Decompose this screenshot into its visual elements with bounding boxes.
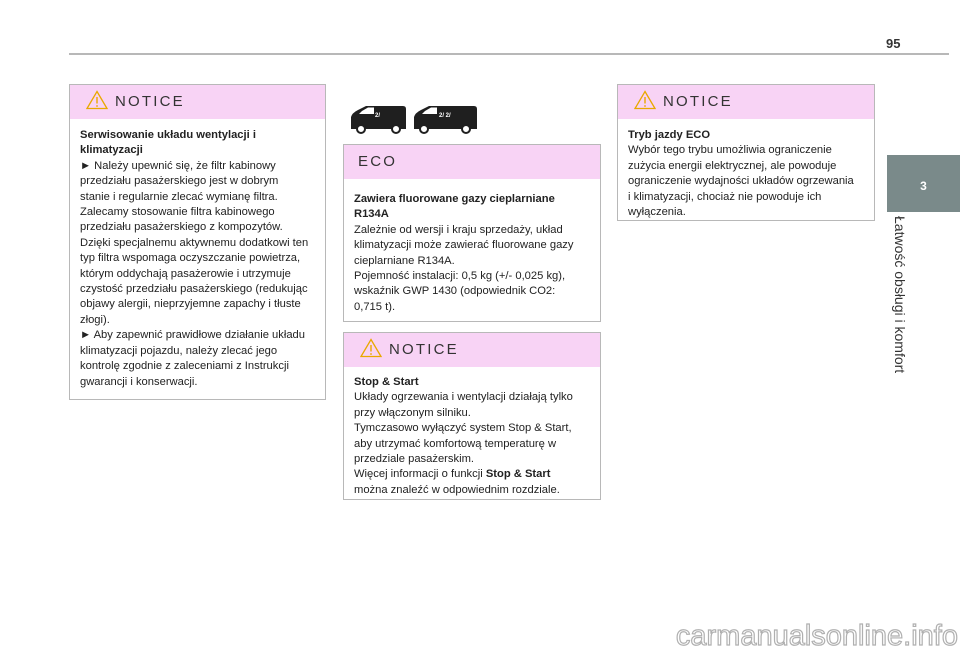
body-line: stanie i regularnie zlecać wymianę filtra. <box>80 190 278 203</box>
chapter-tab-number: 3 <box>920 179 927 193</box>
section-heading: Zawiera fluorowane gazy cieplarniane <box>354 193 555 205</box>
chapter-title: Łatwość obsługi i komfort <box>892 216 908 374</box>
eco-header <box>344 145 600 179</box>
body-line: przedziału pasażerskiego jest w dobrym <box>80 175 279 188</box>
body-line: Tymczasowo wyłączyć system Stop & Start, <box>354 422 572 435</box>
body-line: ► Należy upewnić się, że filtr kabinowy <box>80 159 276 172</box>
notice-header <box>344 333 600 367</box>
watermark-text: carmanualsonline.info <box>675 620 958 649</box>
body-line: ograniczenie wydajności układów ogrzewania <box>628 175 854 188</box>
stop-start-reference: Stop & Start <box>485 468 551 481</box>
van-long-icon <box>414 106 477 133</box>
body-line: można znaleźć w odpowiednim rozdziale. <box>354 483 560 496</box>
section-heading: Tryb jazdy ECO <box>628 129 711 141</box>
text-fragment: Więcej informacji o funkcji <box>354 468 486 481</box>
notice-title: NOTICE <box>115 93 185 110</box>
body-line: Pojemność instalacji: 0,5 kg (+/- 0,025 kg), <box>354 270 566 283</box>
body-line: Dzięki specjalnemu aktywnemu dodatkowi ten <box>80 236 309 249</box>
section-heading: Serwisowanie układu wentylacji i <box>80 129 256 141</box>
body-line: Zalecamy stosowanie filtra kabinowego <box>80 206 275 219</box>
body-line: klimatyzacji może zawierać fluorowane gazy <box>354 239 574 252</box>
body-line: Układy ogrzewania i wentylacji działają tylko <box>354 391 573 404</box>
body-line: typ filtra wspomaga oczyszczanie powietrza, <box>80 252 301 265</box>
body-line: klimatyzacji pojazdu, należy zlecać jego <box>80 344 278 357</box>
body-line: gwarancji i konserwacji. <box>80 375 198 388</box>
body-line: przedziału pasażerskiego z kompozytów. <box>80 221 283 234</box>
body-line <box>354 467 590 482</box>
body-line: przy włączonym silniku. <box>354 406 471 419</box>
section-heading: R134A <box>354 208 389 221</box>
warning-triangle-icon <box>86 90 108 110</box>
body-line: aby utrzymać komfortową temperaturę w <box>354 437 557 450</box>
body-line: czystość przedziału pasażerskiego (redukując <box>80 283 308 296</box>
notice-box-stop-start <box>343 332 601 500</box>
body-line: 0,715 t). <box>354 300 396 313</box>
body-line: zużycia energii elektrycznej, ale powoduje <box>628 159 837 172</box>
body-line: którym oddychają pasażerowie i utrzymuje <box>80 267 291 280</box>
chapter-title-container <box>888 216 924 406</box>
section-heading: Stop & Start <box>354 376 419 388</box>
eco-box <box>343 144 601 322</box>
warning-triangle-icon <box>634 90 656 110</box>
svg-text:2/: 2/ <box>375 113 381 119</box>
warning-triangle-icon <box>360 338 382 358</box>
top-divider <box>69 53 949 55</box>
notice-title: NOTICE <box>663 93 733 110</box>
van-short-icon <box>351 106 406 133</box>
body-line: i klimatyzacji, chociaż nie powoduje ich <box>628 190 822 203</box>
body-line: przedziale pasażerskim. <box>354 453 475 466</box>
vehicle-versions-illustration <box>348 104 478 134</box>
body-line: Wybór tego trybu umożliwia ograniczenie <box>628 144 832 157</box>
body-line: cieplarniane R134A. <box>354 254 455 267</box>
chapter-tab[interactable] <box>887 155 960 212</box>
body-line: Zależnie od wersji i kraju sprzedaży, układ <box>354 223 563 236</box>
notice-title: NOTICE <box>389 341 459 358</box>
body-line: wyłączenia. <box>628 206 686 219</box>
notice-header <box>618 85 874 119</box>
body-line: ► Aby zapewnić prawidłowe działanie układu <box>80 329 306 342</box>
body-line: złogi). <box>80 313 110 326</box>
section-heading: klimatyzacji <box>80 144 143 157</box>
notice-header <box>70 85 325 119</box>
notice-box-filter <box>69 84 326 400</box>
body-line: wskaźnik GWP 1430 (odpowiednik CO2: <box>354 285 556 298</box>
eco-title: ECO <box>358 153 398 170</box>
page-number: 95 <box>886 36 901 51</box>
body-line: kontrolę zgodnie z zaleceniami z Instrukcji <box>80 360 289 373</box>
svg-text:2/ 2/: 2/ 2/ <box>439 113 451 119</box>
body-line: objawy alergii, nieprzyjemne zapachy i tłuste <box>80 298 301 311</box>
notice-box-eco-mode <box>617 84 875 221</box>
